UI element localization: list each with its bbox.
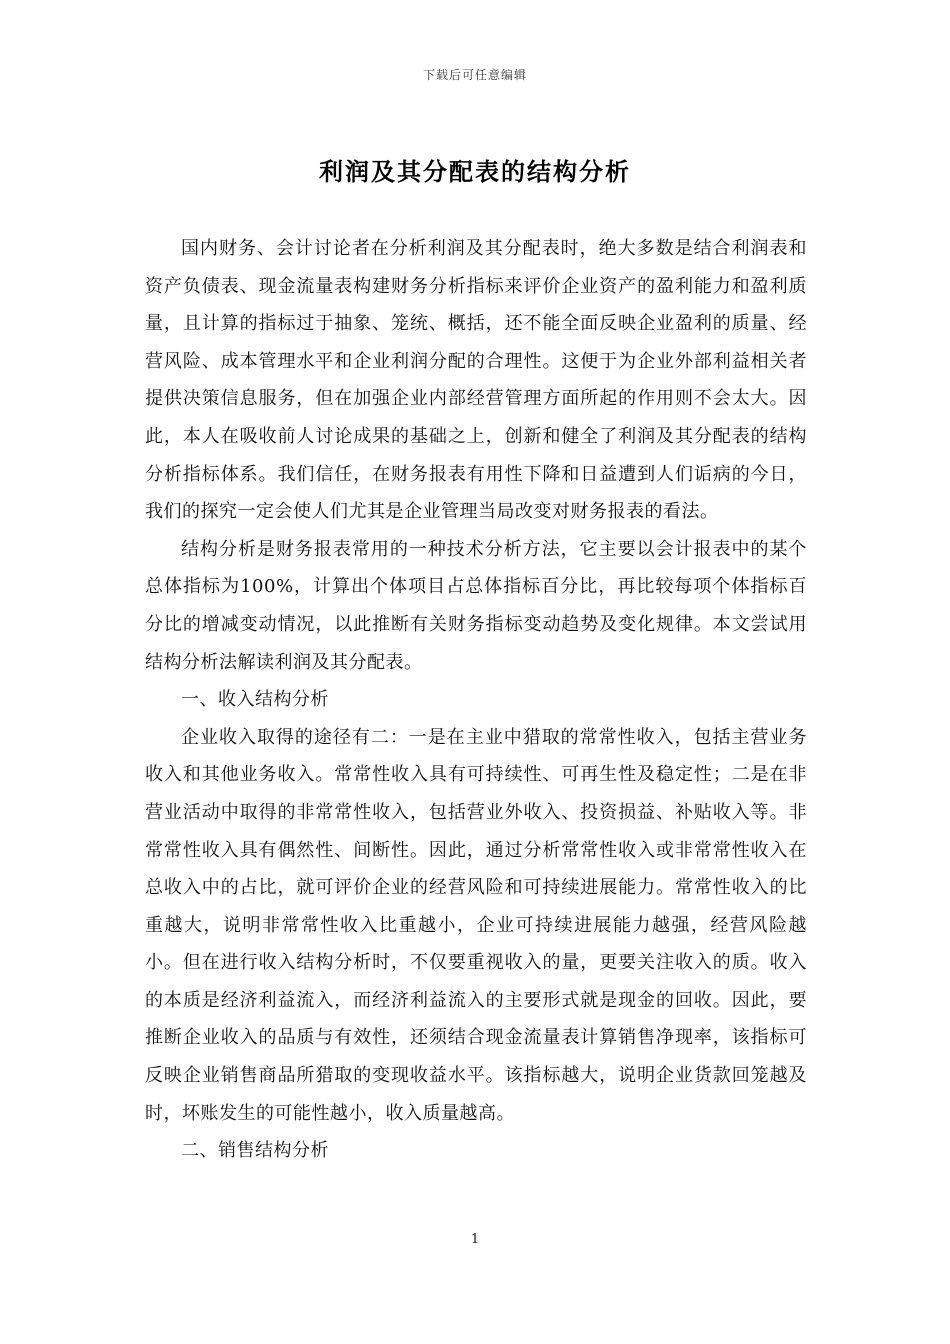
page-number: 1 <box>470 1232 480 1247</box>
section-heading-income: 一、收入结构分析 <box>181 689 329 711</box>
paragraph-intro: 国内财务、会计讨论者在分析利润及其分配表时，绝大多数是结合利润表和资产负债表、现金流量表构建财务分析指标来评价企业资产的盈利能力和盈利质量，且计算的指标过于抽象、笼统、概括，还不能全面反映企业盈利的质量、经营风险、成本管理水平和企业利润分配的合理性。这便于为企业外部利益相关者提供决策信息服务，但在加强企业内部经营管理方面所起的作用则不会太大。因此，本人在吸收前人讨论成果的基础之上，创新和健全了利润及其分配表的结构分析指标体系。我们信任，在财务报表有用性下降和日益遭到人们诟病的今日，我们的探究一定会使人们尤其是企业管理当局改变对财务报表的看法。 <box>145 238 807 523</box>
paragraph-method: 结构分析是财务报表常用的一种技术分析方法，它主要以会计报表中的某个总体指标为100%，计算出个体项目占总体指标百分比，再比较每项个体指标百分比的增减变动情况，以此推断有关财务指标变动趋势及变化规律。本文尝试用结构分析法解读利润及其分配表。 <box>145 538 807 673</box>
document-title: 利润及其分配表的结构分析 <box>319 157 631 186</box>
document-body <box>145 230 807 1170</box>
paragraph-income-structure: 企业收入取得的途径有二：一是在主业中猎取的常常性收入，包括主营业务收入和其他业务收入。常常性收入具有可持续性、可再生性及稳定性；二是在非营业活动中取得的非常常性收入，包括营业外收入、投资损益、补贴收入等。非常常性收入具有偶然性、间断性。因此，通过分析常常性收入或非常常性收入在总收入中的占比，就可评价企业的经营风险和可持续进展能力。常常性收入的比重越大，说明非常常性收入比重越小，企业可持续进展能力越强，经营风险越小。但在进行收入结构分析时，不仅要重视收入的量，更要关注收入的质。收入的本质是经济利益流入，而经济利益流入的主要形式就是现金的回收。因此，要推断企业收入的品质与有效性，还须结合现金流量表计算销售净现率，该指标可反映企业销售商品所猎取的变现收益水平。该指标越大，说明企业货款回笼越及时，坏账发生的可能性越小，收入质量越高。 <box>145 726 807 1124</box>
header-note: 下载后可任意编辑 <box>422 68 527 82</box>
section-heading-sales: 二、销售结构分析 <box>181 1140 329 1162</box>
